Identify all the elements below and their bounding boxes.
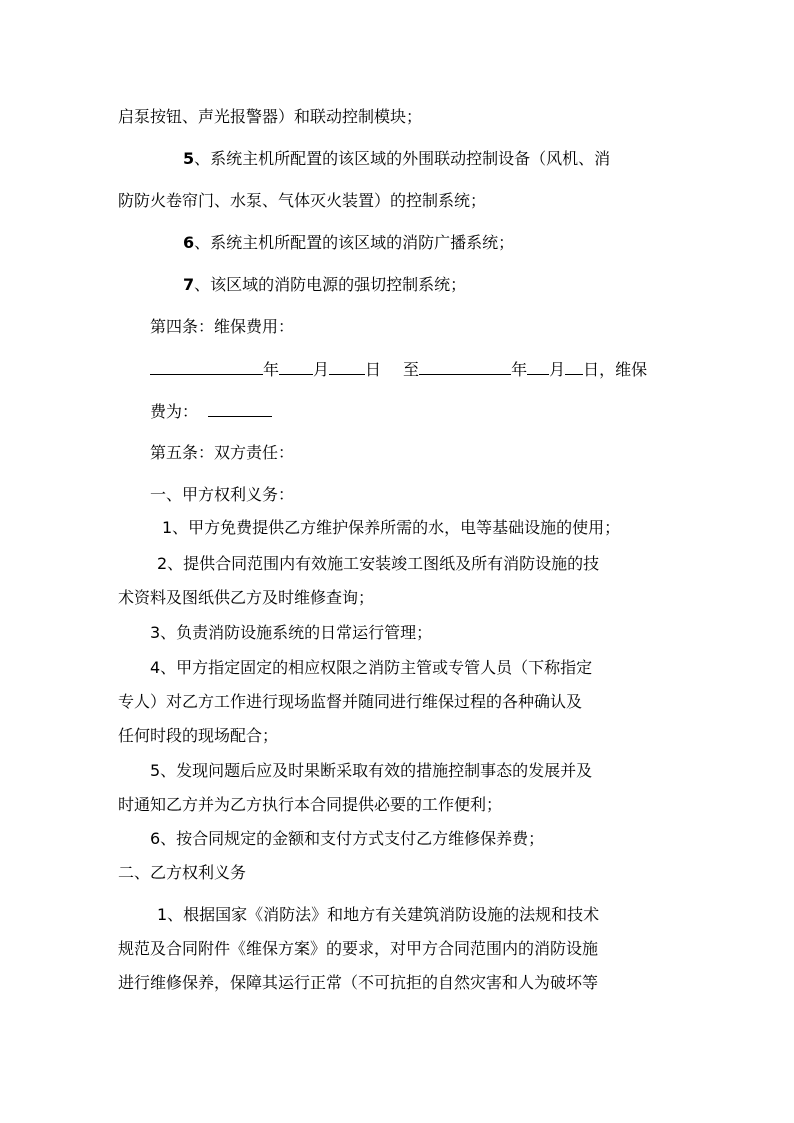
blank-field	[329, 358, 365, 375]
date-year-label: 年	[511, 360, 528, 379]
blank-field	[279, 358, 313, 375]
text-line: 规范及合同附件《维保方案》的要求，对甲方合同范围内的消防设施	[118, 939, 599, 958]
blank-field	[527, 358, 549, 375]
item-number: 7	[183, 275, 195, 294]
date-range-line	[150, 358, 647, 381]
section-heading-article-5: 第五条：双方责任：	[150, 443, 295, 462]
text-line: 任何时段的现场配合；	[118, 726, 279, 745]
fee-label: 费为：	[150, 402, 199, 421]
list-item: 2、提供合同范围内有效施工安装竣工图纸及所有消防设施的技	[157, 554, 600, 573]
item-text: 、系统主机所配置的该区域的消防广播系统；	[194, 233, 515, 252]
text-line: 时通知乙方并为乙方执行本合同提供必要的工作便利；	[118, 795, 503, 814]
clause-item-6	[183, 232, 514, 254]
section-heading-article-4: 第四条：维保费用：	[150, 317, 295, 336]
text-line: 术资料及图纸供乙方及时维修查询；	[118, 588, 375, 607]
clause-item-7	[183, 274, 466, 296]
text-line: 专人）对乙方工作进行现场监督并随同进行维保过程的各种确认及	[118, 692, 583, 711]
list-item: 4、甲方指定固定的相应权限之消防主管或专管人员（下称指定	[150, 658, 593, 677]
date-day-label: 日	[365, 360, 382, 379]
item-text: 、系统主机所配置的该区域的外围联动控制设备（风机、消	[194, 149, 611, 168]
item-text: 、该区域的消防电源的强切控制系统；	[194, 275, 467, 294]
date-month-label: 月	[313, 360, 330, 379]
list-item: 6、按合同规定的金额和支付方式支付乙方维修保养费；	[150, 829, 545, 848]
text-line: 进行维修保养，保障其运行正常（不可抗拒的自然灾害和人为破坏等	[118, 973, 599, 992]
blank-field	[150, 358, 263, 375]
blank-field	[208, 400, 272, 417]
blank-field	[419, 358, 511, 375]
list-item: 5、发现问题后应及时果断采取有效的措施控制事态的发展并及	[150, 761, 593, 780]
subsection-heading-party-b: 二、乙方权利义务	[118, 863, 247, 882]
date-month-label: 月	[549, 360, 566, 379]
list-item: 1、甲方免费提供乙方维护保养所需的水，电等基础设施的使用；	[162, 518, 621, 537]
text-line: 启泵按钮、声光报警器）和联动控制模块；	[118, 107, 423, 126]
fee-line	[150, 400, 272, 423]
date-to-label: 至	[403, 360, 420, 379]
text-line: 防防火卷帘门、水泵、气体灭火装置）的控制系统；	[118, 191, 487, 210]
blank-field	[565, 358, 583, 375]
item-number: 5	[183, 149, 195, 168]
date-year-label: 年	[263, 360, 280, 379]
item-number: 6	[183, 233, 195, 252]
clause-item-5	[183, 148, 610, 170]
date-day-label: 日，维保	[583, 360, 648, 379]
list-item: 1、根据国家《消防法》和地方有关建筑消防设施的法规和技术	[157, 905, 600, 924]
subsection-heading-party-a: 一、甲方权利义务：	[150, 485, 295, 504]
list-item: 3、负责消防设施系统的日常运行管理；	[150, 623, 433, 642]
